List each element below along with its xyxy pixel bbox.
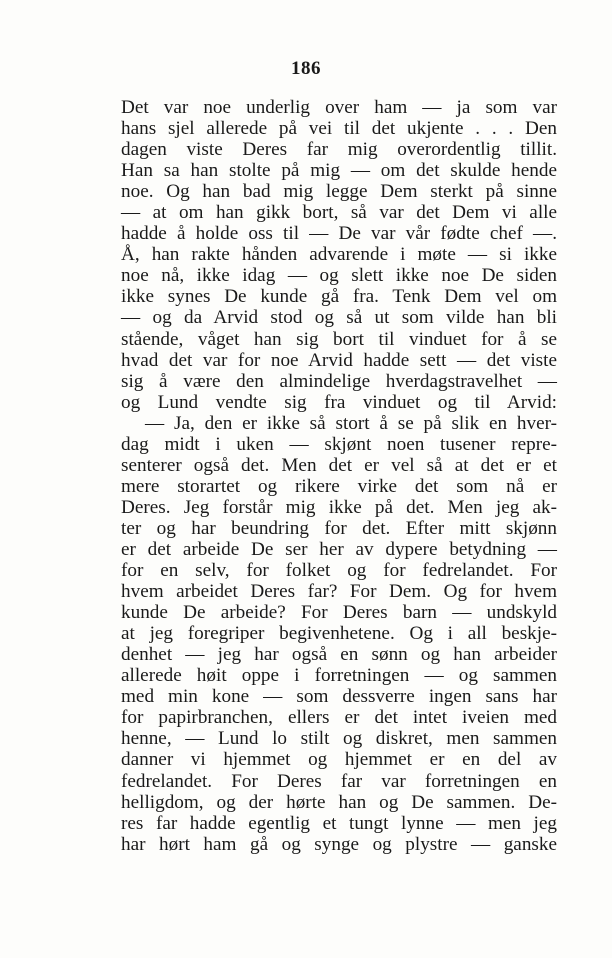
text-line: allerede høit oppe i forretningen — og sammen	[121, 665, 557, 687]
text-line: Det var noe underlig over ham — ja som var	[121, 97, 557, 118]
text-line: dag midt i uken — skjønt noen tusener repre-	[121, 433, 557, 455]
text-line: Å, han rakte hånden advarende i møte — si ikke	[121, 244, 557, 266]
text-line: fedrelandet. For Deres far var forretningen en	[121, 770, 557, 792]
text-line: hadde å holde oss til — De var vår fødte chef —.	[121, 223, 557, 245]
text-line: — Ja, den er ikke så stort å se på slik en hver-	[145, 412, 557, 434]
text-line: hvad det var for noe Arvid hadde sett — det viste	[121, 349, 557, 371]
page-number: 186	[291, 58, 321, 79]
text-line: senterer også det. Men det er vel så at det er et	[121, 454, 557, 476]
text-line: stående, våget han sig bort til vinduet for å se	[121, 328, 557, 350]
text-line: kunde De arbeide? For Deres barn — undskyld	[121, 602, 557, 624]
text-line: hans sjel allerede på vei til det ukjente . . . Den	[121, 118, 557, 140]
text-line: for papirbranchen, ellers er det intet iveien med	[121, 707, 557, 729]
text-line: danner vi hjemmet og hjemmet er en del av	[121, 749, 557, 771]
body-text	[121, 97, 557, 855]
text-line: — at om han gikk bort, så var det Dem vi alle	[121, 202, 557, 224]
text-line: — og da Arvid stod og så ut som vilde han bli	[121, 307, 557, 329]
text-line: henne, — Lund lo stilt og diskret, men sammen	[121, 728, 557, 750]
text-line: dagen viste Deres far mig overordentlig tillit.	[121, 139, 557, 161]
text-line: sig å være den almindelige hverdagstravelhet —	[121, 370, 557, 392]
text-line: og Lund vendte sig fra vinduet og til Arvid:	[121, 391, 557, 413]
text-line: res far hadde egentlig et tungt lynne — men jeg	[121, 812, 557, 834]
text-line: mere storartet og rikere virke det som nå er	[121, 475, 557, 497]
text-line: hvem arbeidet Deres far? For Dem. Og for hvem	[121, 581, 557, 603]
text-line: helligdom, og der hørte han og De sammen. De-	[121, 791, 557, 813]
text-line: er det arbeide De ser her av dypere betydning —	[121, 538, 557, 560]
text-line: ikke synes De kunde gå fra. Tenk Dem vel om	[121, 286, 557, 308]
text-line: denhet — jeg har også en sønn og han arbeider	[121, 644, 557, 666]
text-line: med min kone — som dessverre ingen sans har	[121, 686, 557, 708]
text-line: noe nå, ikke idag — og slett ikke noe De siden	[121, 265, 557, 287]
text-line: for en selv, for folket og for fedrelandet. For	[121, 560, 557, 582]
text-line: at jeg foregriper begivenhetene. Og i all beskje-	[121, 623, 557, 645]
text-line: har hørt ham gå og synge og plystre — ganske	[121, 833, 557, 855]
text-line: ter og har beundring for det. Efter mitt skjønn	[121, 517, 557, 539]
text-line: Han sa han stolte på mig — om det skulde hende	[121, 160, 557, 182]
text-line: noe. Og han bad mig legge Dem sterkt på sinne	[121, 181, 557, 203]
text-line: Deres. Jeg forstår mig ikke på det. Men jeg ak-	[121, 496, 557, 518]
